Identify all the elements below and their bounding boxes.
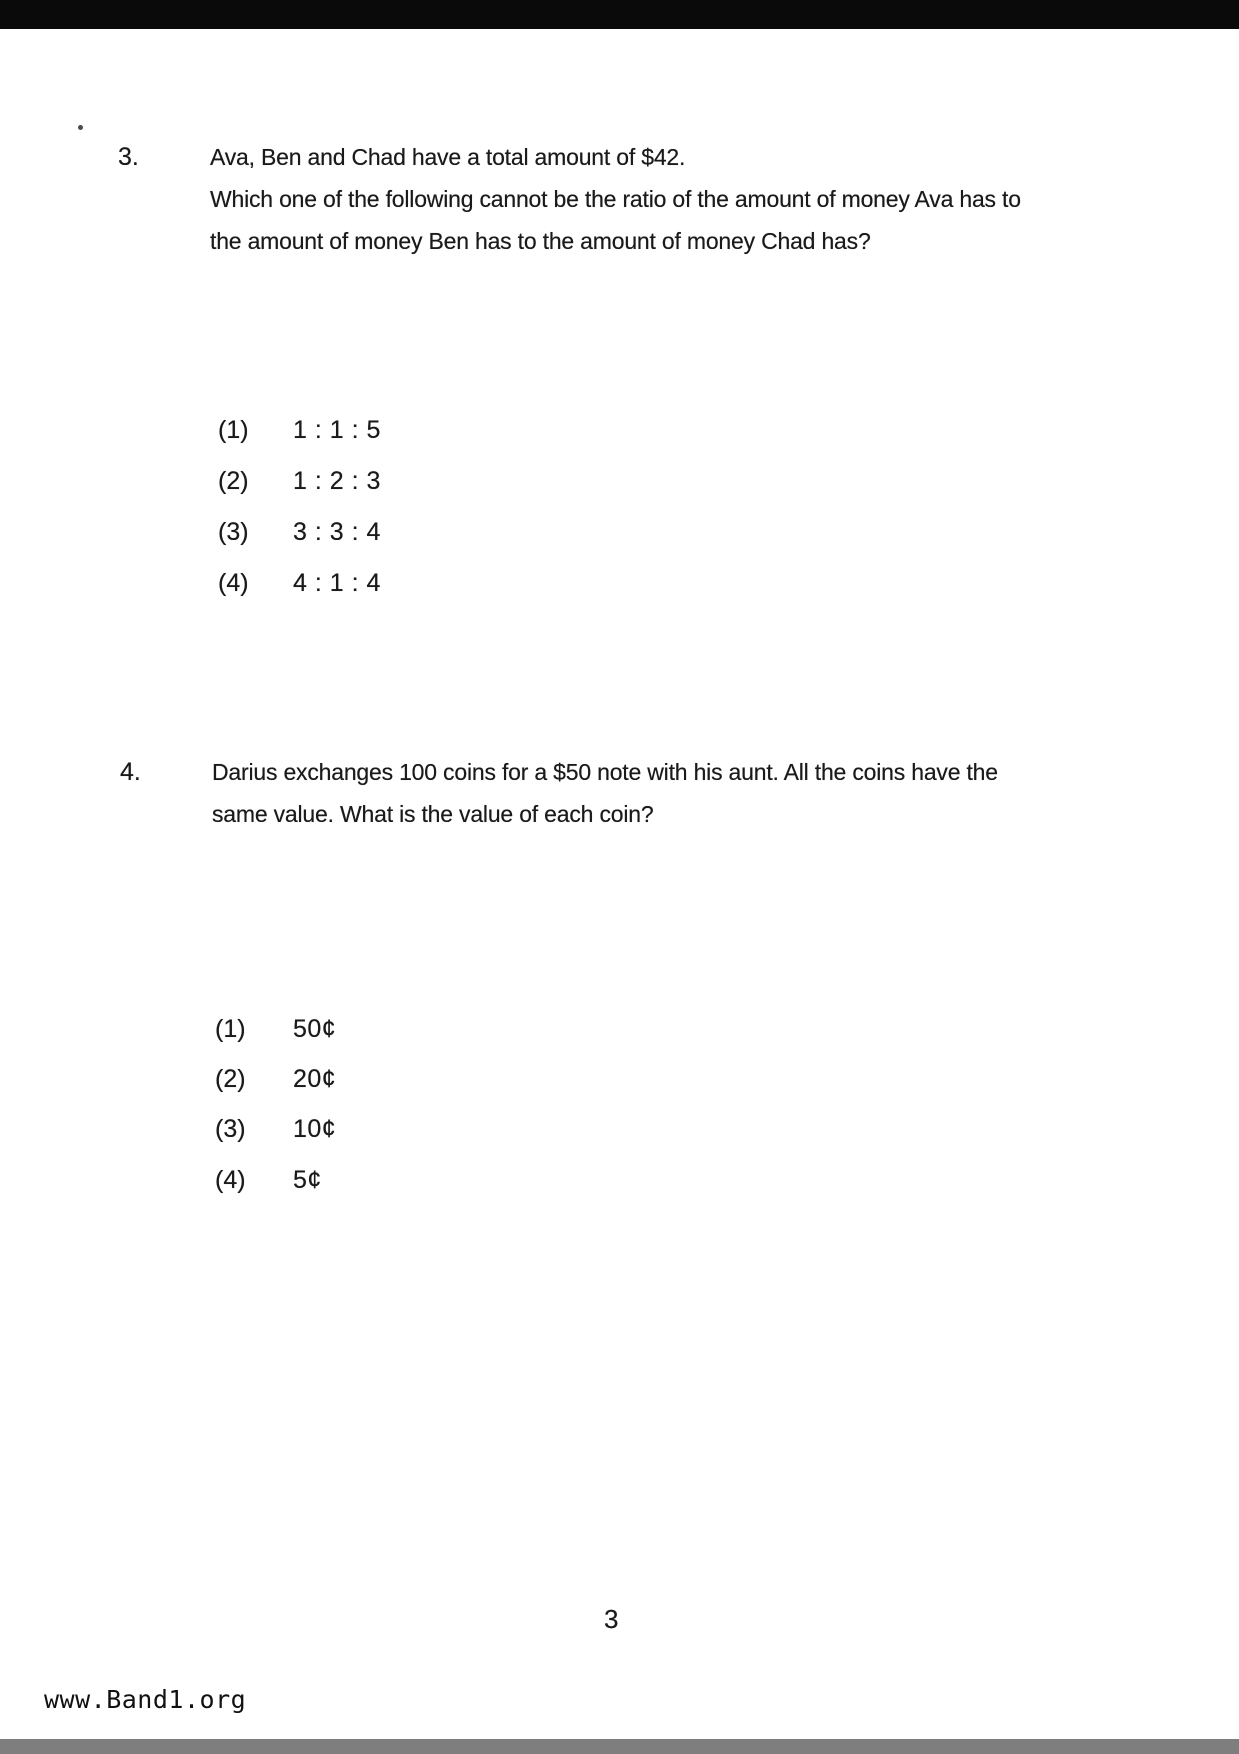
question-3-text-line-3: the amount of money Ben has to the amount of money Chad has? [210,228,871,254]
question-3-option-2-value: 1 : 2 : 3 [293,467,381,495]
question-4-option-1-label: (1) [215,1015,246,1043]
question-4-option-4-value: 5¢ [293,1166,322,1194]
page-number: 3 [604,1604,619,1634]
question-4-option-2-label: (2) [215,1065,246,1093]
question-3-option-4-label: (4) [218,569,249,597]
stray-ink-dot [78,125,83,130]
question-4-text-line-1: Darius exchanges 100 coins for a $50 note with his aunt. All the coins have the [212,759,998,785]
watermark-url: www.Band1.org [44,1685,247,1714]
question-3-option-3-value: 3 : 3 : 4 [293,518,381,546]
question-3-number: 3. [118,143,139,171]
question-3-text-line-1: Ava, Ben and Chad have a total amount of $42. [210,144,686,170]
question-4-option-4-label: (4) [215,1166,246,1194]
question-3-option-4-value: 4 : 1 : 4 [293,569,381,597]
question-3-option-3-label: (3) [218,518,249,546]
question-4-option-1-value: 50¢ [293,1015,337,1043]
question-3-option-1-label: (1) [218,416,249,444]
question-3-option-1-value: 1 : 1 : 5 [293,416,381,444]
scan-artifact-top-bar [0,0,1239,29]
question-4-option-3-label: (3) [215,1115,246,1143]
question-4-text-line-2: same value. What is the value of each coin? [212,801,654,827]
question-3-option-2-label: (2) [218,467,249,495]
question-4-option-3-value: 10¢ [293,1115,337,1143]
question-4-number: 4. [120,758,141,786]
question-3-text-line-2: Which one of the following cannot be the ratio of the amount of money Ava has to [210,186,1021,212]
question-4-option-2-value: 20¢ [293,1065,337,1093]
scan-artifact-bottom-bar [0,1739,1239,1754]
